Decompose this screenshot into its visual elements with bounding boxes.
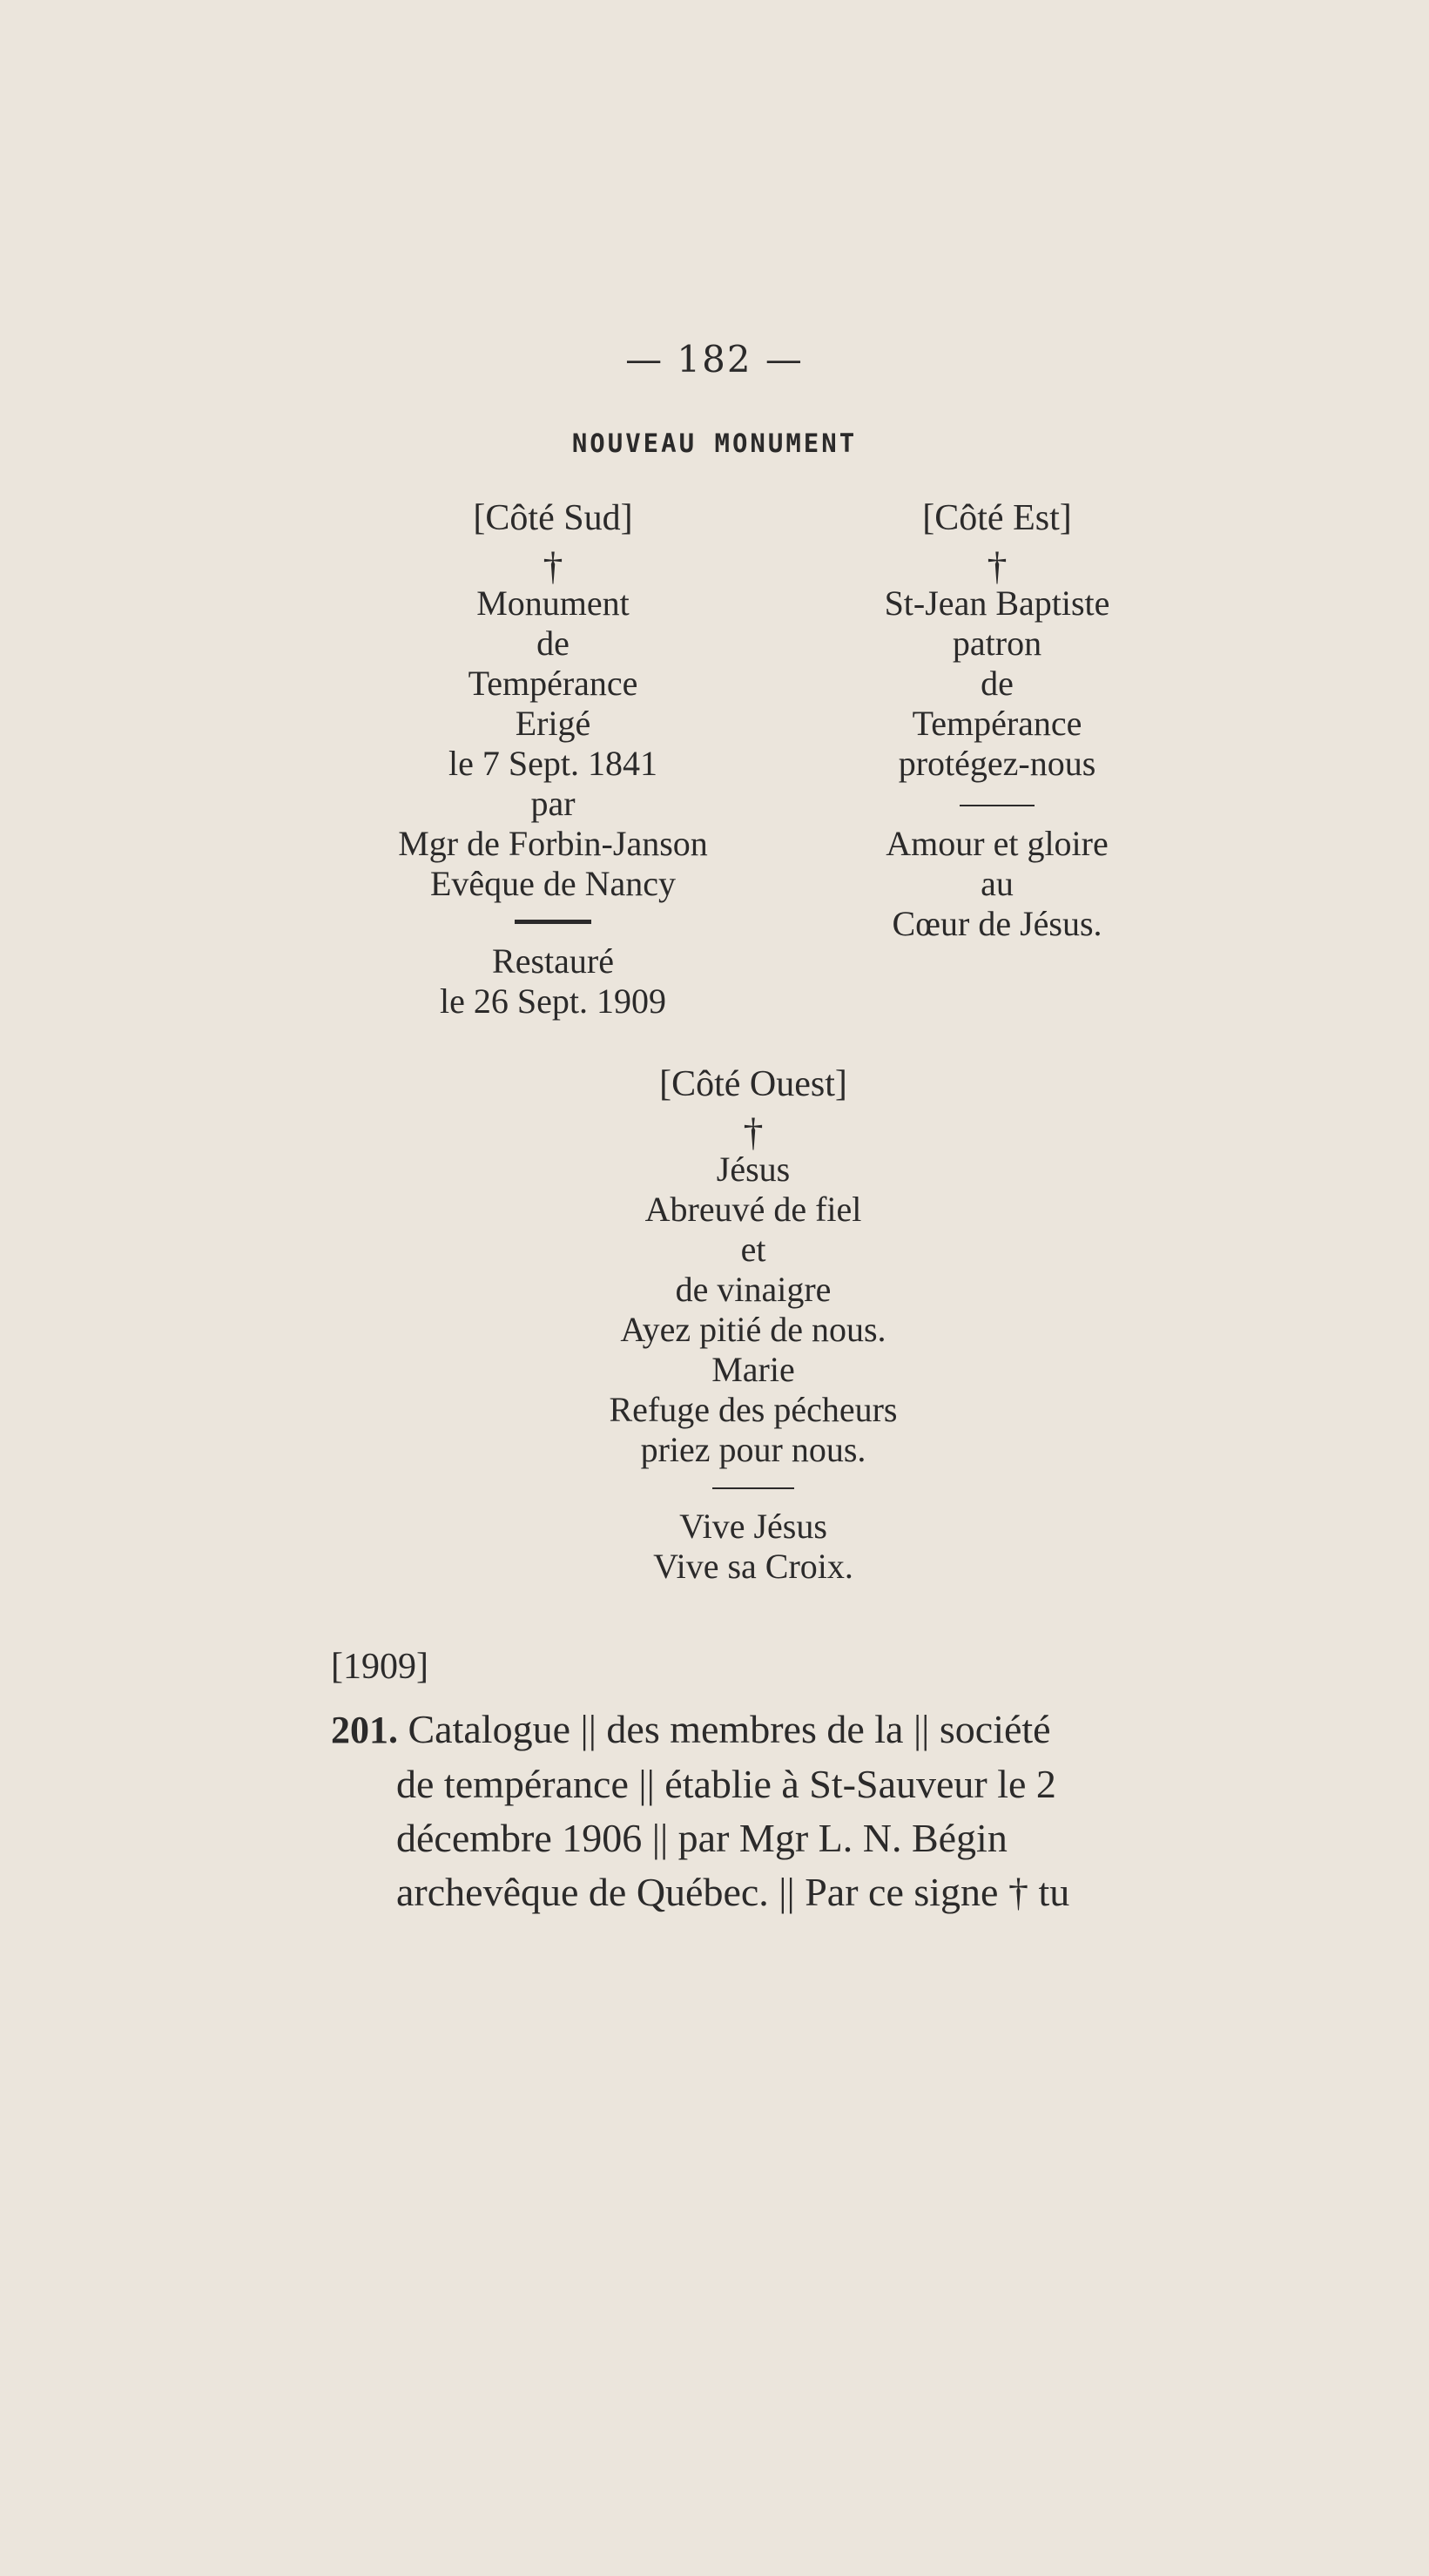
inscription-west [570,1064,936,1587]
inscription-line: Evêque de Nancy [429,864,677,903]
inscription-line: le 7 Sept. 1841 [448,744,657,783]
inscription-line: priez pour nous. [640,1430,866,1469]
inscription-line: Amour et gloire [886,824,1109,863]
divider [960,805,1035,806]
inscription-line: le 26 Sept. 1909 [440,981,666,1021]
inscription-line: Vive sa Croix. [653,1547,853,1586]
side-label-west: [Côté Ouest] [659,1064,847,1104]
inscription-line: protégez-nous [898,744,1096,783]
inscription-line: Mgr de Forbin-Janson [398,824,708,863]
entry-number: 201. [331,1709,398,1751]
inscription-line: Refuge des pécheurs [609,1390,898,1429]
inscription-line: Restauré [492,941,614,981]
inscription-line: Marie [711,1350,795,1389]
cross-icon: † [743,1109,764,1154]
entry-text-line: Catalogue || des membres de la || société [408,1707,1051,1751]
entry-text-line: décembre 1906 || par Mgr L. N. Bégin [396,1816,1008,1860]
inscription-line: Monument [476,583,630,623]
cross-icon: † [543,543,563,588]
inscription-line: Tempérance [912,704,1082,743]
entry-first-line [331,1703,1237,1757]
inscription-line: Jésus [716,1150,791,1189]
inscription-line: Vive Jésus [679,1507,827,1546]
entry-year: [1909] [331,1647,428,1687]
inscription-line: Tempérance [468,664,638,703]
side-label-east: [Côté Est] [922,498,1072,538]
divider [515,920,591,924]
inscription-line: St-Jean Baptiste [884,583,1110,623]
section-heading: NOUVEAU MONUMENT [571,428,858,458]
inscription-line: Ayez pitié de nous. [620,1310,886,1349]
side-label-south: [Côté Sud] [473,498,633,538]
inscription-line: par [530,784,576,823]
entry-text-line: archevêque de Québec. || Par ce signe † tu [396,1870,1070,1914]
inscription-line: Cœur de Jésus. [892,904,1102,943]
catalogue-entry [331,1703,1237,1919]
inscription-line: de [981,664,1014,703]
inscription-line: de [536,624,570,663]
inscription-line: Erigé [515,704,591,743]
page-number: — 182 — [625,338,804,381]
inscription-line: patron [952,624,1042,663]
inscription-line: et [740,1230,766,1269]
entry-text-line: de tempérance || établie à St-Sauveur le 2 [396,1762,1056,1806]
inscription-line: Abreuvé de fiel [644,1190,862,1229]
cross-icon: † [987,543,1008,588]
inscription-east [836,498,1158,944]
inscription-south [383,498,723,1022]
inscription-line: de vinaigre [675,1270,832,1309]
inscription-line: au [981,864,1014,903]
divider [712,1487,794,1489]
